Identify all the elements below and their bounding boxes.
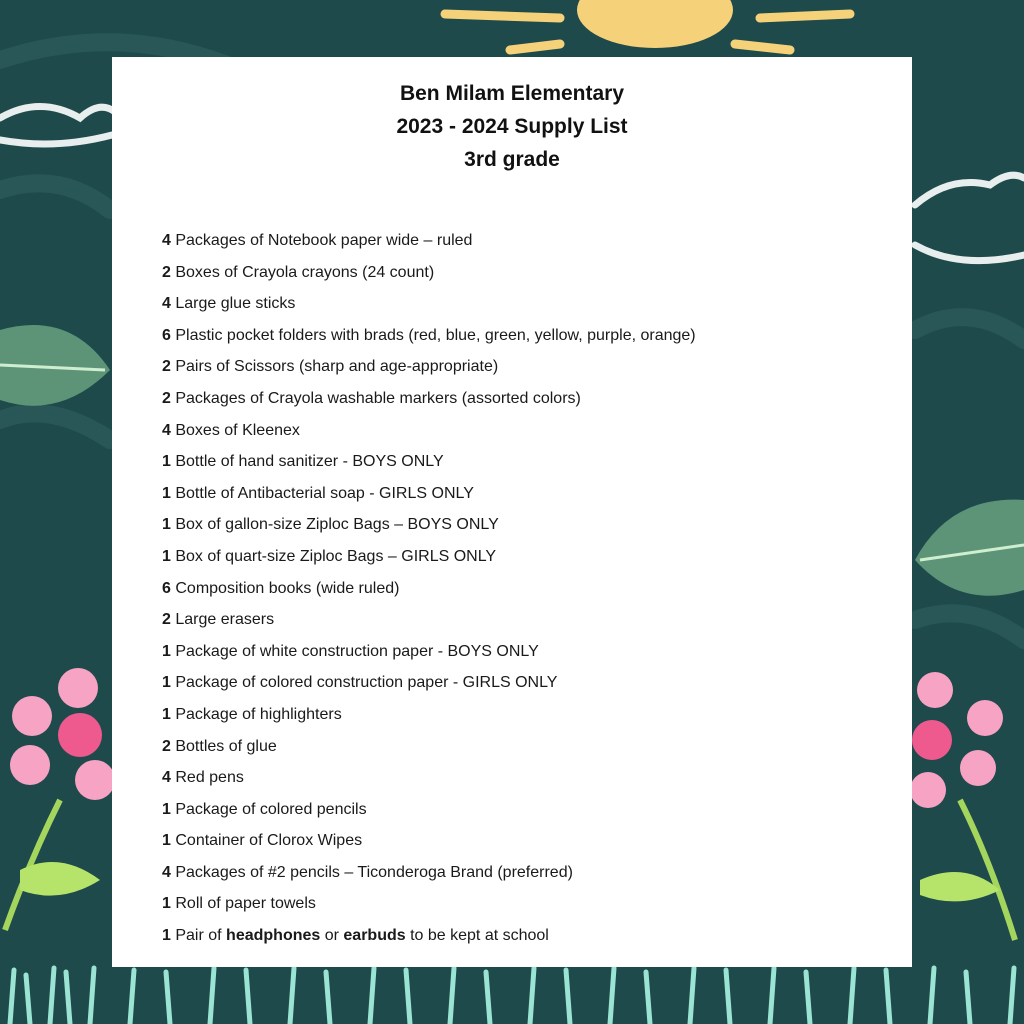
item-description: Bottles of glue <box>175 737 277 755</box>
list-item <box>162 702 882 734</box>
item-quantity: 2 <box>162 263 171 281</box>
school-name: Ben Milam Elementary <box>399 82 625 105</box>
item-quantity: 4 <box>162 295 171 313</box>
list-item <box>162 860 882 892</box>
list-item <box>162 576 882 608</box>
cloud-icon <box>0 107 115 145</box>
item-description: Packages of #2 pencils – Ticonderoga Brand (preferred) <box>175 863 573 881</box>
list-item <box>162 481 882 513</box>
item-description: Large glue sticks <box>175 295 296 313</box>
list-item <box>162 828 882 860</box>
item-description: Large erasers <box>175 611 275 629</box>
item-description: Pairs of Scissors (sharp and age-appropriate) <box>175 358 499 376</box>
item-quantity: 6 <box>162 326 171 344</box>
list-item <box>162 797 882 829</box>
leaf-icon-right <box>915 500 1024 596</box>
grass-icon <box>10 968 1014 1024</box>
item-highlight-earbuds: earbuds <box>343 927 406 945</box>
list-item <box>162 607 882 639</box>
item-highlight-headphones: headphones <box>226 927 321 945</box>
item-description: Packages of Notebook paper wide – ruled <box>175 232 473 249</box>
list-item <box>162 449 882 481</box>
item-description: Composition books (wide ruled) <box>175 579 400 597</box>
list-item <box>162 891 882 923</box>
item-quantity: 4 <box>162 863 171 881</box>
list-header <box>112 77 912 176</box>
item-description: Box of quart-size Ziploc Bags – GIRLS ONLY <box>175 547 497 565</box>
list-item-headphones <box>162 923 882 955</box>
item-quantity: 1 <box>162 927 171 945</box>
item-text-part: or <box>320 927 344 945</box>
item-quantity: 2 <box>162 737 171 755</box>
list-item <box>162 386 882 418</box>
item-description: Container of Clorox Wipes <box>175 832 363 850</box>
item-quantity: 4 <box>162 421 171 439</box>
list-item <box>162 418 882 450</box>
item-text-part: Pair of <box>175 927 227 945</box>
item-description: Package of highlighters <box>175 705 342 723</box>
list-item <box>162 228 882 260</box>
list-item <box>162 512 882 544</box>
item-description: Roll of paper towels <box>175 895 316 913</box>
cloud-icon-right <box>915 175 1024 260</box>
item-quantity: 4 <box>162 769 171 787</box>
item-quantity: 1 <box>162 895 171 913</box>
item-quantity: 1 <box>162 674 171 692</box>
list-item <box>162 670 882 702</box>
list-item <box>162 291 882 323</box>
item-quantity: 1 <box>162 642 171 660</box>
item-description: Package of colored construction paper - GIRLS ONLY <box>175 674 558 692</box>
item-description: Bottle of hand sanitizer - BOYS ONLY <box>175 453 444 471</box>
item-description: Package of white construction paper - BOYS ONLY <box>175 642 539 660</box>
list-item <box>162 639 882 671</box>
item-description: Box of gallon-size Ziploc Bags – BOYS ONLY <box>175 516 499 534</box>
item-description: Packages of Crayola washable markers (assorted colors) <box>175 389 581 407</box>
item-description: Boxes of Kleenex <box>175 421 300 439</box>
list-item <box>162 260 882 292</box>
list-item <box>162 544 882 576</box>
item-quantity: 1 <box>162 484 171 502</box>
supply-list-sheet <box>112 57 912 967</box>
item-quantity: 2 <box>162 611 171 629</box>
item-description: Bottle of Antibacterial soap - GIRLS ONLY <box>175 484 474 502</box>
item-quantity: 1 <box>162 547 171 565</box>
item-quantity: 1 <box>162 800 171 818</box>
item-text-part: to be kept at school <box>405 927 549 945</box>
item-quantity: 1 <box>162 516 171 534</box>
list-item <box>162 765 882 797</box>
flower-icon-right <box>910 672 1015 940</box>
item-quantity: 1 <box>162 832 171 850</box>
supply-list <box>162 228 882 955</box>
flower-icon-left <box>5 668 115 930</box>
list-item <box>162 734 882 766</box>
item-description: Red pens <box>175 769 244 787</box>
list-item <box>162 323 882 355</box>
item-description: Boxes of Crayola crayons (24 count) <box>175 263 435 281</box>
sun-icon <box>445 0 850 50</box>
leaf-icon-left <box>0 325 110 406</box>
list-item <box>162 354 882 386</box>
grade-level: 3rd grade <box>464 148 560 171</box>
item-quantity: 2 <box>162 389 171 407</box>
list-title: 2023 - 2024 Supply List <box>396 115 628 138</box>
item-description: Package of colored pencils <box>175 800 367 818</box>
item-quantity: 4 <box>162 232 171 249</box>
item-quantity: 1 <box>162 453 171 471</box>
item-quantity: 2 <box>162 358 171 376</box>
item-quantity: 1 <box>162 705 171 723</box>
item-description: Plastic pocket folders with brads (red, blue, green, yellow, purple, orange) <box>175 326 696 344</box>
item-quantity: 6 <box>162 579 171 597</box>
